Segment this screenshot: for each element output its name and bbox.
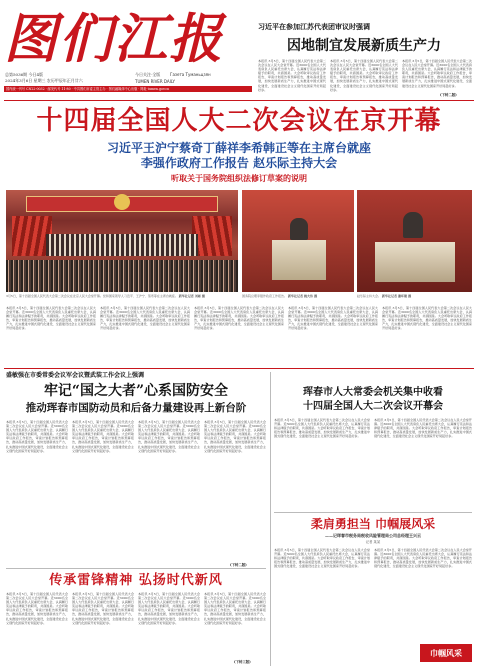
story4-body-2: 本报讯 3月5日，第十四届全国人民代表大会第二次会议在人民大会堂开幕。近3000名全国人大代表肩负人民重托出席大会，认真履行宪法和法律赋予的职责，共商国是。大会听取审议政府工作报告，审查计划报告和预算报告，推动高质量发展，加快发展新质生产力，扎实推进中国式现代化建设，全面建设社会主义现代化国家开好局起好步。	[72, 592, 134, 625]
story5-body-1: 本报讯 3月5日，第十四届全国人民代表大会第二次会议在人民大会堂开幕。近3000名全国人大代表肩负人民重托出席大会，认真履行宪法和法律赋予的职责，共商国是。大会听取审议政府工作报告，审查计划报告和预算报告，推动高质量发展，加快发展新质生产力，扎实推进中国式现代化建设，全面建设社会主义现代化国家开好局起好步。	[274, 548, 370, 569]
top-story-body-1: 本报讯 3月5日，第十四届全国人民代表大会第二次会议在人民大会堂开幕。近3000名全国人大代表肩负人民重托出席大会，认真履行宪法和法律赋予的职责，共商国是。大会听取审议政府工作报告，审查计划报告和预算报告，推动高质量发展，加快发展新质生产力，扎实推进中国式现代化建设，全面建设社会主义现代化国家开好局起好步。	[258, 59, 326, 92]
chair-figure	[403, 212, 423, 238]
lead-sub1: 习近平王沪宁蔡奇丁薛祥李希韩正等在主席台就座	[106, 141, 371, 155]
story5-byline: 记者 某某	[365, 540, 381, 544]
lead-body-3: 本报讯 3月5日，第十四届全国人民代表大会第二次会议在人民大会堂开幕。近3000名全国人大代表肩负人民重托出席大会，认真履行宪法和法律赋予的职责，共商国是。大会听取审议政府工作报告，审查计划报告和预算报告，推动高质量发展，加快发展新质生产力，扎实推进中国式现代化建设，全面建设社会主义现代化国家开好局起好步。	[194, 306, 284, 331]
label-en: TUMEN RIVER DAILY	[135, 79, 175, 84]
photo-caption-2: 国务院总理李强作政府工作报告。 新华社记者 姚大伟 摄	[242, 294, 318, 298]
story2-body-4: 本报讯 3月5日，第十四届全国人民代表大会第二次会议在人民大会堂开幕。近3000名全国人大代表肩负人民重托出席大会，认真履行宪法和法律赋予的职责，共商国是。大会听取审议政府工作报告，审查计划报告和预算报告，推动高质量发展，加快发展新质生产力，扎实推进中国式现代化建设，全面建设社会主义现代化国家开好局起好步。	[204, 420, 266, 453]
top-story-headline: 因地制宜发展新质生产力	[287, 38, 441, 54]
story5-sub: ——记珲春市税务局税收风险管理局公司总经理王兴云	[325, 533, 421, 538]
label-cn: 今日关注·全版	[135, 72, 161, 77]
story5-headline: 柔肩勇担当 巾帼展风采	[310, 517, 436, 531]
speaker-podium	[272, 240, 326, 280]
photo-caption-1: 3月5日，第十四届全国人民代表大会第二次会议在北京人民大会堂开幕。党和国家领导人习近平、王沪宁、蔡奇等在主席台就座。 新华社记者 刘彬 摄	[6, 294, 205, 298]
story4-body-4: 本报讯 3月5日，第十四届全国人民代表大会第二次会议在人民大会堂开幕。近3000名全国人大代表肩负人民重托出席大会，认真履行宪法和法律赋予的职责，共商国是。大会听取审议政府工作报告，审查计划报告和预算报告，推动高质量发展，加快发展新质生产力，扎实推进中国式现代化建设，全面建设社会主义现代化国家开好局起好步。	[204, 592, 266, 625]
issue-date: 2024年3月6日 星期三 农历甲辰年正月廿六	[5, 78, 83, 83]
story2-headline-b: 推动珲春市国防动员和后备力量建设再上新台阶	[25, 402, 247, 414]
story4-body-3: 本报讯 3月5日，第十四届全国人民代表大会第二次会议在人民大会堂开幕。近3000名全国人大代表肩负人民重托出席大会，认真履行宪法和法律赋予的职责，共商国是。大会听取审议政府工作报告，审查计划报告和预算报告，推动高质量发展，加快发展新质生产力，扎实推进中国式现代化建设，全面建设社会主义现代化国家开好局起好步。	[138, 592, 200, 625]
story3-headline-b: 十四届全国人大二次会议开幕会	[303, 401, 443, 412]
story2-body-1: 本报讯 3月5日，第十四届全国人民代表大会第二次会议在人民大会堂开幕。近3000名全国人大代表肩负人民重托出席大会，认真履行宪法和法律赋予的职责，共商国是。大会听取审议政府工作报告，审查计划报告和预算报告，推动高质量发展，加快发展新质生产力，扎实推进中国式现代化建设，全面建设社会主义现代化国家开好局起好步。	[6, 420, 68, 453]
story2-body-3: 本报讯 3月5日，第十四届全国人民代表大会第二次会议在人民大会堂开幕。近3000名全国人大代表肩负人民重托出席大会，认真履行宪法和法律赋予的职责，共商国是。大会听取审议政府工作报告，审查计划报告和预算报告，推动高质量发展，加快发展新质生产力，扎实推进中国式现代化建设，全面建设社会主义现代化国家开好局起好步。	[138, 420, 200, 453]
publisher-text: 国内统一刊号 CN22-0032 · 邮发代号 11-80 · 中共图们市委主管主办 · 图们融媒体中心出版 · 网址 tumen.gov.cn	[6, 87, 170, 91]
story2-kicker: 盛敏强在市委常委会议军会议暨武装工作会议上强调	[6, 372, 145, 379]
lead-sub3: 听取关于国务院组织法修订草案的说明	[171, 173, 307, 183]
lead-headline: 十四届全国人大二次会议在京开幕	[36, 106, 442, 136]
column-label-box: 巾帼风采	[420, 644, 472, 662]
header-divider	[4, 100, 474, 101]
delegates	[6, 260, 238, 292]
top-story-kicker: 习近平在参加江苏代表团审议时强调	[258, 22, 370, 31]
story4-body-1: 本报讯 3月5日，第十四届全国人民代表大会第二次会议在人民大会堂开幕。近3000名全国人大代表肩负人民重托出席大会，认真履行宪法和法律赋予的职责，共商国是。大会听取审议政府工作报告，审查计划报告和预算报告，推动高质量发展，加快发展新质生产力，扎实推进中国式现代化建设，全面建设社会主义现代化国家开好局起好步。	[6, 592, 68, 625]
lead-body-5: 本报讯 3月5日，第十四届全国人民代表大会第二次会议在人民大会堂开幕。近3000名全国人大代表肩负人民重托出席大会，认真履行宪法和法律赋予的职责，共商国是。大会听取审议政府工作报告，审查计划报告和预算报告，推动高质量发展，加快发展新质生产力，扎实推进中国式现代化建设，全面建设社会主义现代化国家开好局起好步。	[382, 306, 472, 331]
speaker-figure	[290, 218, 308, 240]
story2-body-2: 本报讯 3月5日，第十四届全国人民代表大会第二次会议在人民大会堂开幕。近3000名全国人大代表肩负人民重托出席大会，认真履行宪法和法律赋予的职责，共商国是。大会听取审议政府工作报告，审查计划报告和预算报告，推动高质量发展，加快发展新质生产力，扎实推进中国式现代化建设，全面建设社会主义现代化国家开好局起好步。	[72, 420, 134, 453]
lead-body-4: 本报讯 3月5日，第十四届全国人民代表大会第二次会议在人民大会堂开幕。近3000名全国人大代表肩负人民重托出席大会，认真履行宪法和法律赋予的职责，共商国是。大会听取审议政府工作报告，审查计划报告和预算报告，推动高质量发展，加快发展新质生产力，扎实推进中国式现代化建设，全面建设社会主义现代化国家开好局起好步。	[288, 306, 378, 331]
chair-photo	[357, 190, 472, 292]
story3-body-2: 本报讯 3月5日，第十四届全国人民代表大会第二次会议在人民大会堂开幕。近3000名全国人大代表肩负人民重托出席大会，认真履行宪法和法律赋予的职责，共商国是。大会听取审议政府工作报告，审查计划报告和预算报告，推动高质量发展，加快发展新质生产力，扎实推进中国式现代化建设，全面建设社会主义现代化国家开好局起好步。	[374, 418, 472, 439]
col-divider	[270, 372, 271, 666]
story3-headline-a: 珲春市人大常委会机关集中收看	[303, 387, 443, 398]
rostrum	[46, 234, 198, 256]
story3-body-1: 本报讯 3月5日，第十四届全国人民代表大会第二次会议在人民大会堂开幕。近3000名全国人大代表肩负人民重托出席大会，认真履行宪法和法律赋予的职责，共商国是。大会听取审议政府工作报告，审查计划报告和预算报告，推动高质量发展，加快发展新质生产力，扎实推进中国式现代化建设，全面建设社会主义现代化国家开好局起好步。	[274, 418, 370, 439]
top-story-body-2: 本报讯 3月5日，第十四届全国人民代表大会第二次会议在人民大会堂开幕。近3000名全国人大代表肩负人民重托出席大会，认真履行宪法和法律赋予的职责，共商国是。大会听取审议政府工作报告，审查计划报告和预算报告，推动高质量发展，加快发展新质生产力，扎实推进中国式现代化建设，全面建设社会主义现代化国家开好局起好步。	[330, 59, 398, 92]
story4-continued: (下转三版)	[234, 660, 251, 664]
lead-body-1: 本报讯 3月5日，第十四届全国人民代表大会第二次会议在人民大会堂开幕。近3000名全国人大代表肩负人民重托出席大会，认真履行宪法和法律赋予的职责，共商国是。大会听取审议政府工作报告，审查计划报告和预算报告，推动高质量发展，加快发展新质生产力，扎实推进中国式现代化建设，全面建设社会主义现代化国家开好局起好步。	[6, 306, 96, 331]
story4-divider	[6, 568, 266, 569]
label-kr: Газета Туманьцзян	[170, 72, 211, 77]
premier-photo	[242, 190, 354, 292]
story2-headline-a: 牢记“国之大者”心系国防安全	[43, 383, 229, 399]
flags-right	[192, 216, 232, 256]
edition-info	[5, 72, 125, 77]
story3-divider	[274, 512, 472, 513]
national-emblem	[114, 194, 130, 210]
story2-continued: (下转二版)	[230, 563, 247, 567]
photo-caption-3: 赵乐际主持大会。 新华社记者 谢环驰 摄	[357, 294, 412, 298]
chair-desk	[375, 242, 455, 282]
hall-photo	[6, 190, 238, 292]
lead-sub2: 李强作政府工作报告 赵乐际主持大会	[140, 156, 338, 170]
story4-headline: 传承雷锋精神 弘扬时代新风	[49, 573, 223, 588]
mid-divider	[4, 368, 474, 369]
masthead-logo: 图们江报	[4, 8, 224, 70]
story5-body-2: 本报讯 3月5日，第十四届全国人民代表大会第二次会议在人民大会堂开幕。近3000名全国人大代表肩负人民重托出席大会，认真履行宪法和法律赋予的职责，共商国是。大会听取审议政府工作报告，审查计划报告和预算报告，推动高质量发展，加快发展新质生产力，扎实推进中国式现代化建设，全面建设社会主义现代化国家开好局起好步。	[374, 548, 472, 569]
edition-number: 总第5036期 今日4版	[5, 72, 43, 77]
lead-body-2: 本报讯 3月5日，第十四届全国人民代表大会第二次会议在人民大会堂开幕。近3000名全国人大代表肩负人民重托出席大会，认真履行宪法和法律赋予的职责，共商国是。大会听取审议政府工作报告，审查计划报告和预算报告，推动高质量发展，加快发展新质生产力，扎实推进中国式现代化建设，全面建设社会主义现代化国家开好局起好步。	[100, 306, 190, 331]
top-story-body-3: 本报讯 3月5日，第十四届全国人民代表大会第二次会议在人民大会堂开幕。近3000名全国人大代表肩负人民重托出席大会，认真履行宪法和法律赋予的职责，共商国是。大会听取审议政府工作报告，审查计划报告和预算报告，推动高质量发展，加快发展新质生产力，扎实推进中国式现代化建设，全面建设社会主义现代化国家开好局起好步。	[402, 59, 472, 88]
top-story-continued: (下转二版)	[440, 93, 457, 97]
